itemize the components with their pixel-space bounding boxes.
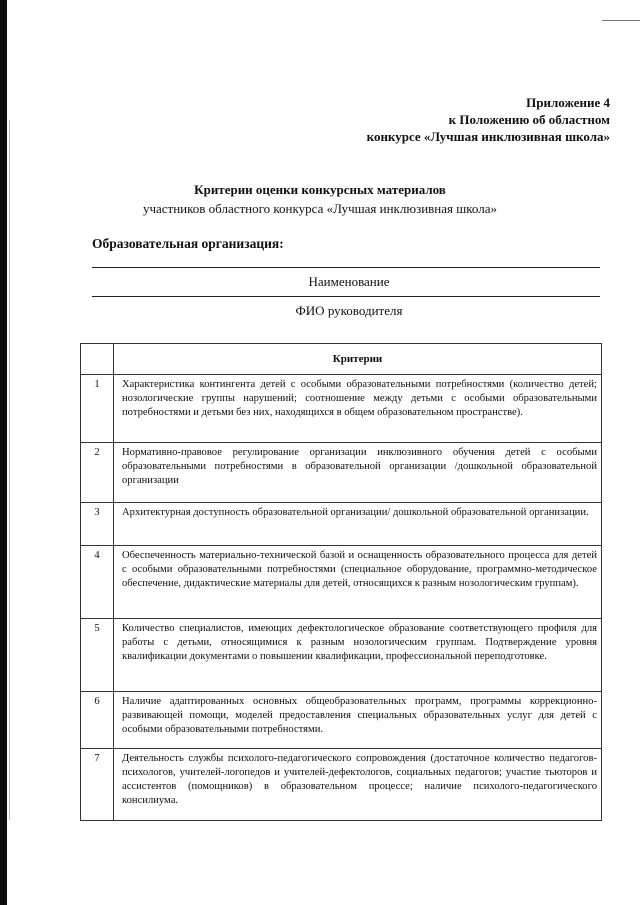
criteria-table [80,343,602,821]
scan-edge-bar [0,0,7,905]
row-number: 1 [81,375,114,443]
row-criterion: Деятельность службы психолого-педагогического сопровождения (достаточное количество педагогов-психологов, учителей-логопедов и учителей-дефектологов, социальных педагогов; участие тьюторов и ассистентов (помощников) в образовательном процессе; наличие психолого-педагогического консилиума. [114,749,602,821]
row-number: 2 [81,443,114,503]
appendix-line-3: конкурсе «Лучшая инклюзивная школа» [366,129,610,144]
document-subtitle: участников областного конкурса «Лучшая инклюзивная школа» [142,201,498,216]
row-criterion: Нормативно-правовое регулирование организации инклюзивного обучения детей с особыми образовательными потребностями в образовательной организации /дошкольной образовательной организации [114,443,602,503]
row-number: 4 [81,546,114,619]
criteria-header-row [81,344,602,375]
row-number: 7 [81,749,114,821]
row-number: 5 [81,619,114,692]
row-number: 3 [81,503,114,546]
row-criterion: Архитектурная доступность образовательной организации/ дошкольной образовательной организации. [114,503,602,546]
document-title: Критерии оценки конкурсных материалов [194,182,446,197]
name-underline [92,267,600,268]
head-underline [92,296,600,297]
scan-edge-line [9,120,10,820]
appendix-line-2: к Положению об областном [448,112,610,127]
row-number: 6 [81,692,114,749]
table-row [81,692,602,749]
top-corner-rule [602,20,640,21]
row-criterion: Обеспеченность материально-технической базой и оснащенность образовательного процесса для детей с особыми образовательными потребностями (специальное оборудование, программно-методическое обеспечение, дидактические материалы для детей, относящихся к разным нозологическим группам). [114,546,602,619]
row-criterion: Характеристика контингента детей с особыми образовательными потребностями (количество детей; нозологические группы нарушений; соотношение между детьми с особыми образовательными потребностями и детьми без них, находящихся в общем образовательном пространстве). [114,375,602,443]
appendix-line-1: Приложение 4 [526,95,610,110]
table-row [81,546,602,619]
table-row [81,375,602,443]
row-criterion: Наличие адаптированных основных общеобразовательных программ, программы коррекционно-развивающей помощи, моделей предоставления специальных образовательных услуг для детей с особыми образовательными потребностями. [114,692,602,749]
row-criterion: Количество специалистов, имеющих дефектологическое образование соответствующего профиля для работы с детьми, относящимися к разным нозологическим группам. Подтверждение уровня квалификации документами о повышении квалификации, профессиональной переподготовке. [114,619,602,692]
criteria-header: Критерии [114,344,602,375]
table-row [81,619,602,692]
appendix-header [367,94,610,145]
table-row [81,749,602,821]
head-caption: ФИО руководителя [295,303,403,318]
table-row [81,503,602,546]
header-number-cell [81,344,114,375]
organization-label: Образовательная организация: [92,236,284,251]
table-row [81,443,602,503]
name-caption: Наименование [308,274,390,289]
